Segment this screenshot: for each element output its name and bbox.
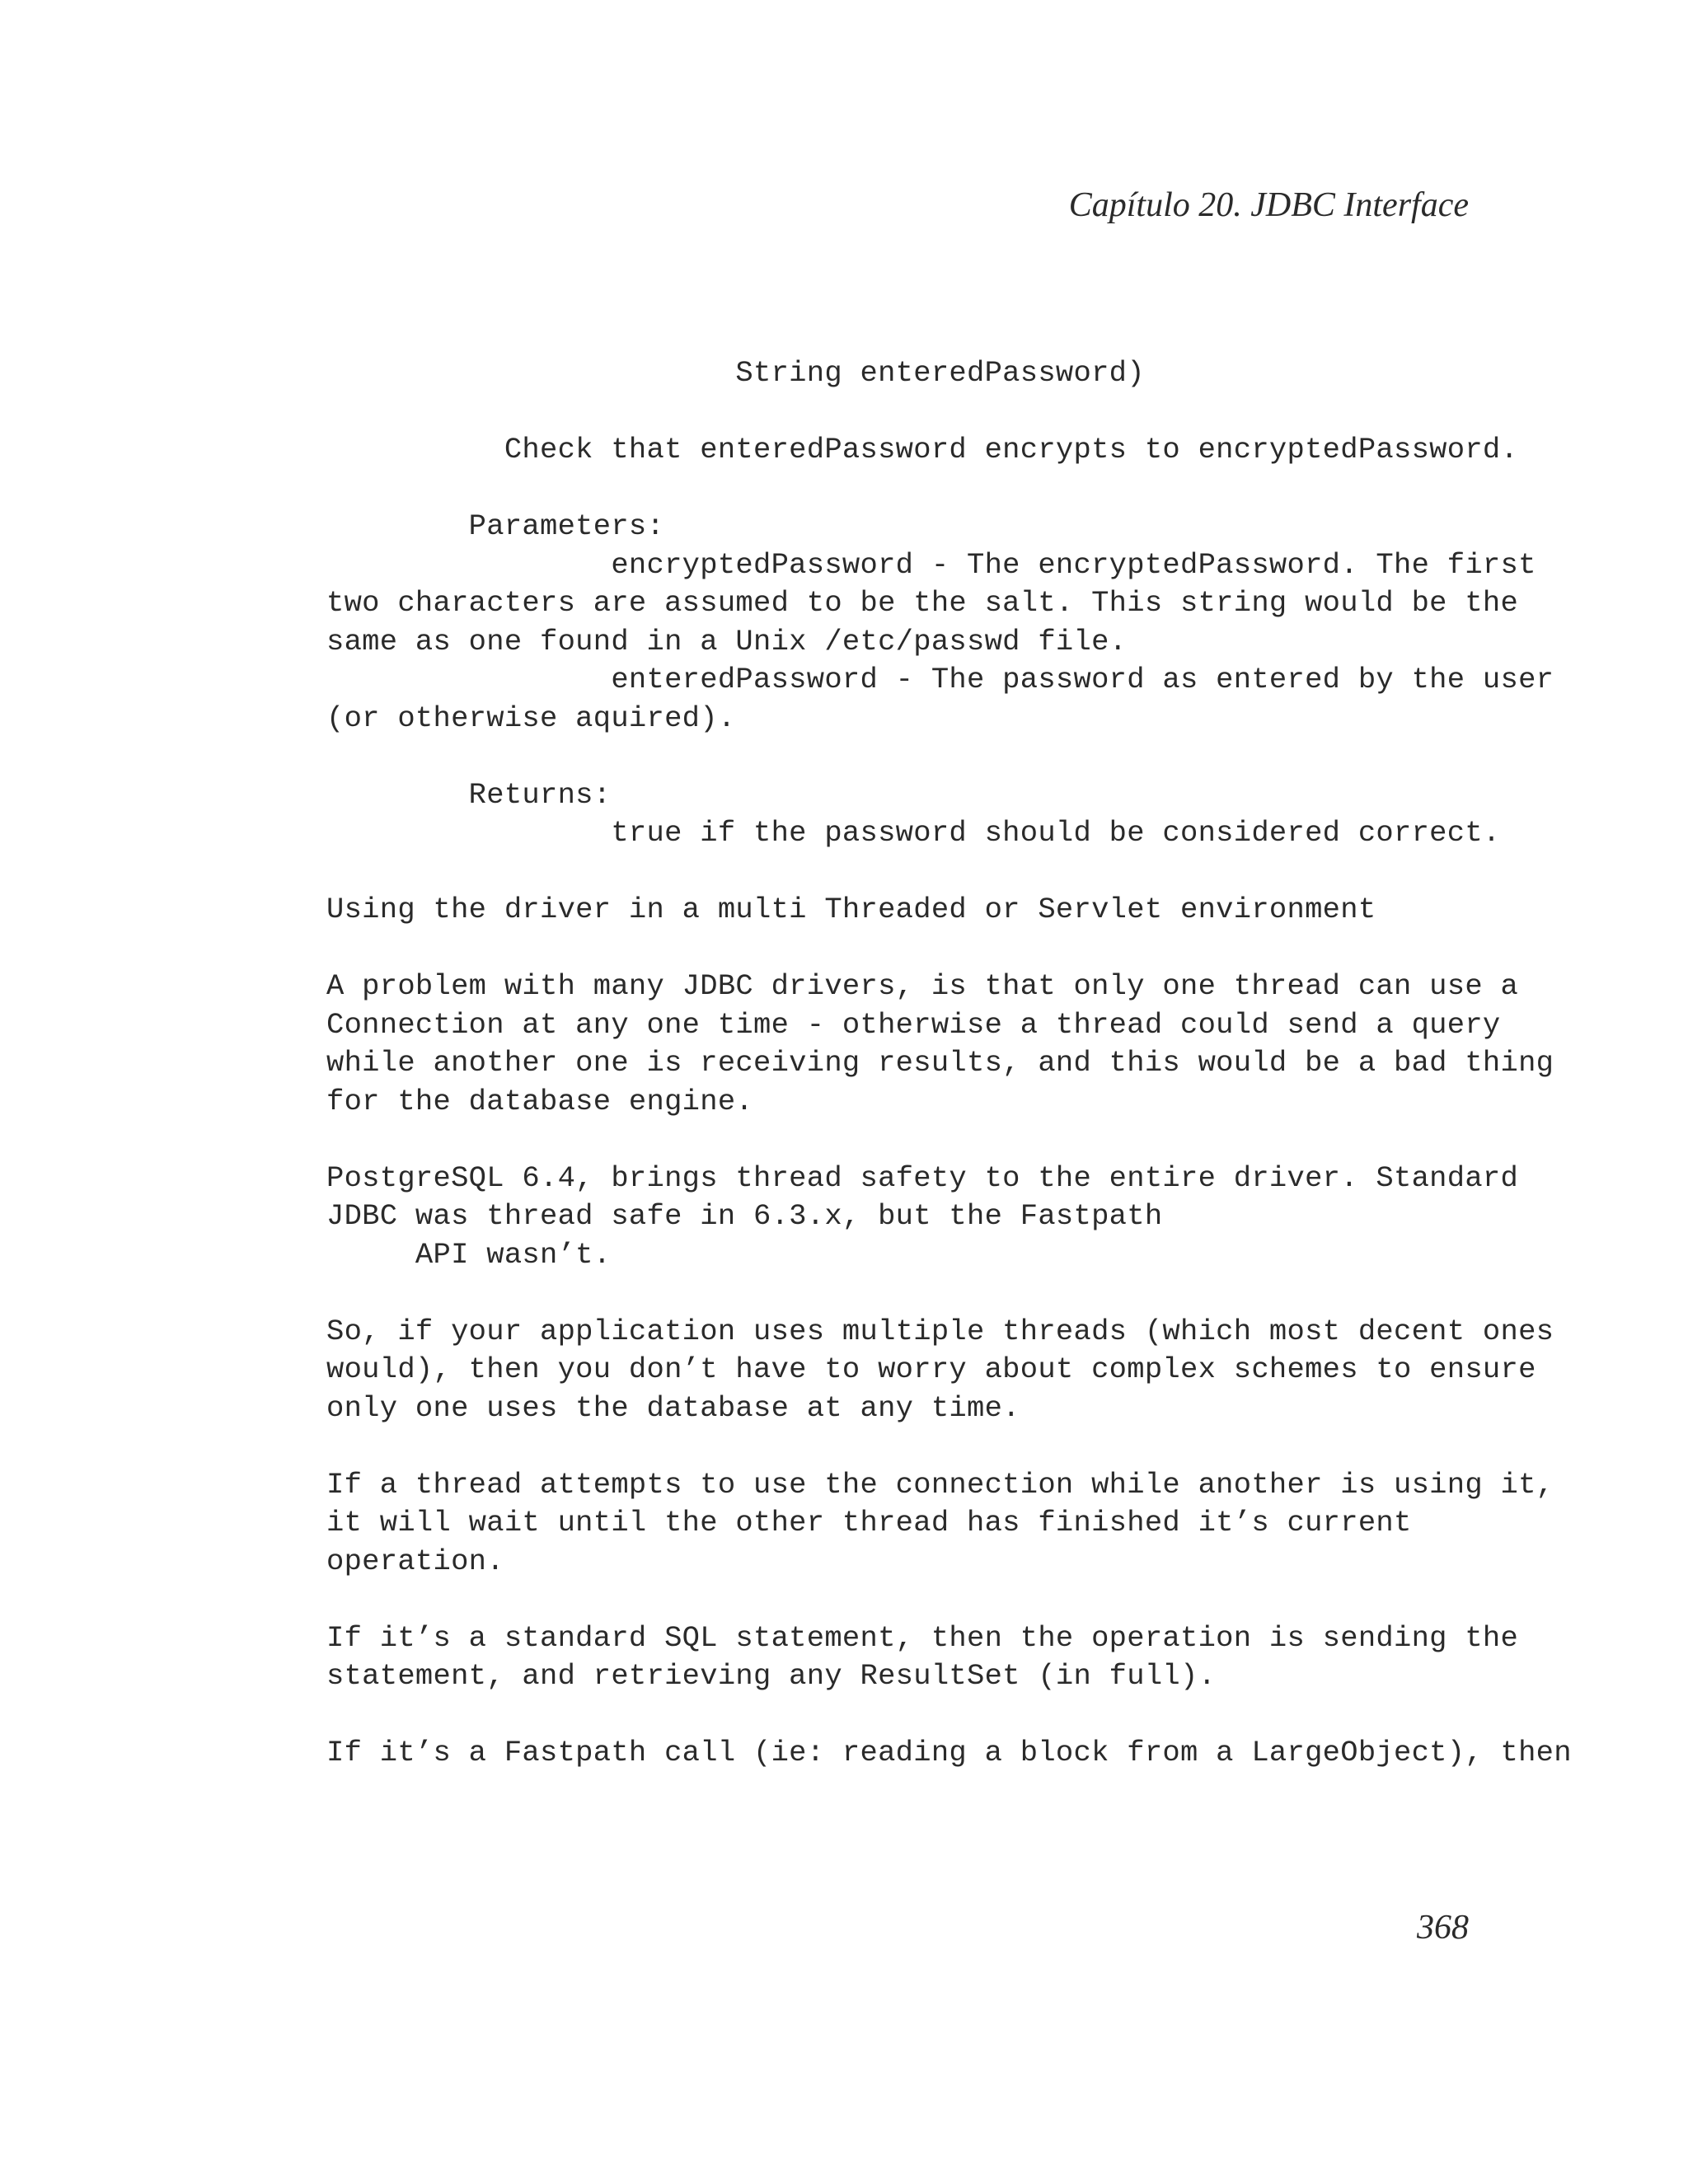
page-body-text [326,354,1645,1773]
text-line: enteredPassword - The password as entered by the user [326,663,1554,696]
text-line: same as one found in a Unix /etc/passwd file. [326,624,1128,658]
text-line: for the database engine. [326,1084,754,1118]
text-line: Returns: [326,777,612,812]
text-line: it will wait until the other thread has finished it’s current [326,1506,1412,1540]
text-line: encryptedPassword - The encryptedPassword. The first [326,547,1536,582]
text-line: JDBC was thread safe in 6.3.x, but the Fastpath [326,1199,1163,1233]
blank-line [326,738,1645,776]
page-number: 368 [1417,1909,1469,1947]
text-line: statement, and retrieving any ResultSet (in full). [326,1659,1217,1693]
text-line: only one uses the database at any time. [326,1390,1020,1425]
blank-line [326,1274,1645,1313]
text-line: (or otherwise aquired). [326,701,736,735]
text-line: A problem with many JDBC drivers, is that only one thread can use a [326,969,1519,1003]
blank-line [326,1581,1645,1619]
text-line: If it’s a Fastpath call (ie: reading a block from a LargeObject), then [326,1736,1572,1769]
text-line: API wasn’t. [326,1237,612,1272]
blank-line [326,1696,1645,1735]
text-line: String enteredPassword) [326,356,1145,390]
text-line: would), then you don’t have to worry about complex schemes to ensure [326,1352,1536,1386]
text-line: PostgreSQL 6.4, brings thread safety to the entire driver. Standard [326,1160,1519,1195]
blank-line [326,930,1645,968]
text-line: If a thread attempts to use the connection while another is using it, [326,1467,1554,1502]
blank-line [326,393,1645,432]
blank-line [326,470,1645,509]
blank-line [326,853,1645,892]
text-line: Using the driver in a multi Threaded or Servlet environment [326,893,1376,926]
text-line: So, if your application uses multiple threads (which most decent ones [326,1314,1554,1348]
text-line: Parameters: [326,509,665,543]
text-line: If it’s a standard SQL statement, then the operation is sending the [326,1620,1519,1655]
text-line: while another one is receiving results, and this would be a bad thing [326,1046,1554,1080]
blank-line [326,1121,1645,1160]
text-line: true if the password should be considered correct. [326,816,1501,850]
text-line: operation. [326,1544,504,1578]
text-line: two characters are assumed to be the salt. This string would be the [326,586,1519,620]
text-line: Check that enteredPassword encrypts to encryptedPassword. [326,433,1519,466]
running-header: Capítulo 20. JDBC Interface [1068,186,1469,224]
text-line: Connection at any one time - otherwise a thread could send a query [326,1007,1501,1042]
blank-line [326,1427,1645,1466]
